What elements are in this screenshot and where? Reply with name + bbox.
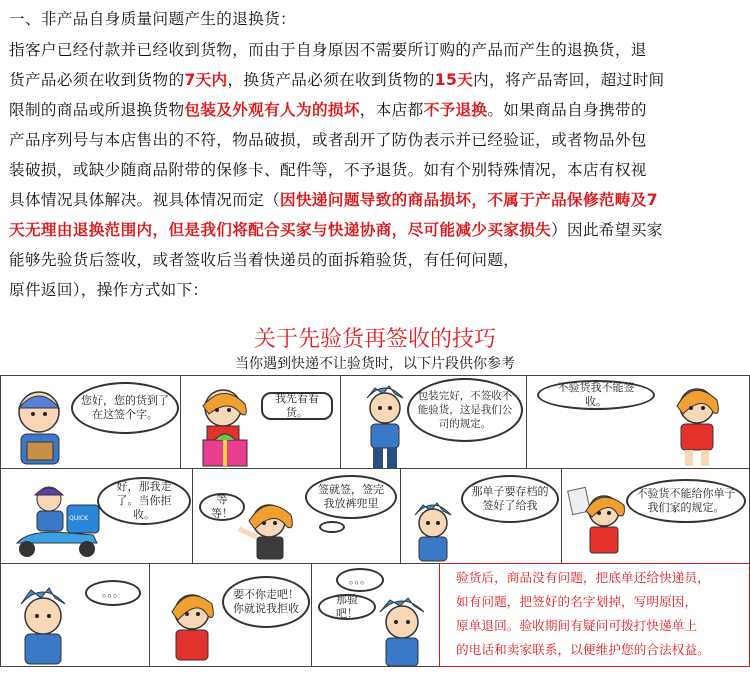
- policy-text: 货产品必须在收到货物的: [9, 71, 185, 89]
- policy-line: [9, 275, 745, 305]
- thought-dot: [319, 521, 345, 533]
- policy-text: 具体情况具体解决。视具体情况而定（: [9, 191, 281, 209]
- speech-bubble: 不验货我不能签收。: [537, 380, 655, 410]
- policy-line: [9, 125, 745, 155]
- speech-bubble: 您好，您的货到了在这签个字。: [71, 382, 179, 434]
- comic-panel-4: [526, 375, 750, 469]
- speech-bubble: 那单子要存档的签好了给我: [461, 475, 559, 523]
- speech-bubble: 。。。: [336, 568, 384, 592]
- policy-line: [9, 35, 745, 65]
- speech-bubble: 。。。: [85, 580, 141, 606]
- speech-bubble: 等等！: [199, 493, 245, 521]
- courier-figure: [407, 499, 461, 563]
- note-line: 原单退回。验收期间有疑问可拨打快递单上: [456, 618, 698, 633]
- courier-scooter: [9, 483, 105, 563]
- comic-panel-1: [0, 375, 181, 469]
- policy-line: [9, 185, 745, 215]
- note-line: 验货后，商品没有问题，把底单还给快递员，: [456, 570, 710, 585]
- courier-figure: [359, 382, 411, 469]
- inspection-note: [456, 566, 710, 662]
- policy-emphasis: 15天: [434, 71, 474, 89]
- tips-subtitle: 当你遇到快递不让验货时，以下片段供你参考: [235, 356, 515, 372]
- policy-emphasis: 因快递问题导致的商品损坏，不属于产品保修范畴及7: [280, 191, 658, 209]
- policy-line: [9, 65, 745, 95]
- policy-line: [9, 95, 745, 125]
- courier-figure: [11, 384, 71, 468]
- buyer-figure: [160, 586, 224, 667]
- policy-text: ）因此希望买家: [551, 221, 663, 239]
- speech-bubble: 签就签，签完我放裤兜里: [305, 475, 397, 519]
- courier-figure: [370, 594, 434, 667]
- policy-text: 指客户已经付款并已经收到货物，而由于自身原因不需要所订购的产品而产生的退换货，退: [9, 41, 647, 59]
- policy-heading: 一、非产品自身质量问题产生的退换货：: [9, 10, 296, 28]
- comic-panel-5: [0, 468, 193, 564]
- comic-panel-10: [149, 563, 312, 667]
- comic-panel-9: [0, 563, 150, 667]
- policy-text: 能够先验货后签收，或者签收后当着快递员的面拆箱验货，有任何问题，: [9, 251, 520, 269]
- speech-bubble: 好，那我走了。当你拒收。: [97, 477, 191, 525]
- policy-text: ，本店都: [359, 101, 424, 119]
- speech-bubble: 包装完好，不签收不能验货，这是我们公司的规定。: [407, 378, 523, 442]
- comic-panel-note: [439, 563, 750, 667]
- comic-panel-8: [561, 468, 750, 564]
- buyer-figure: [227, 499, 313, 561]
- comic-panel-7: [400, 468, 562, 564]
- tips-title: 关于先验货再签收的技巧: [253, 327, 496, 352]
- policy-text: 内，将产品寄回，超过时间: [473, 71, 665, 89]
- comic-panel-2: [180, 375, 341, 469]
- policy-line: [9, 245, 745, 275]
- speech-bubble: 要不你走吧！你就说我拒收: [222, 576, 310, 628]
- courier-logo: QUICK: [69, 515, 89, 522]
- policy-line: [9, 215, 745, 245]
- comic-panel-11: [311, 563, 440, 667]
- policy-emphasis: 天无理由退换范围内，但是我们将配合买家与快递协商，尽可能减少买家损失: [9, 221, 552, 239]
- buyer-with-slip-figure: [566, 481, 628, 563]
- buyer-figure: [663, 382, 733, 468]
- comic-panel-6: [192, 468, 401, 564]
- speech-bubble: 那验吧！: [318, 594, 376, 620]
- note-line: 如有问题，把签好的名字划掉，写明原因，: [456, 594, 698, 609]
- buyer-figure: [189, 384, 263, 469]
- policy-emphasis: 包装及外观有人为的损坏: [184, 101, 360, 119]
- comic-panel-3: [340, 375, 527, 469]
- policy-text: 。如果商品自身携带的: [487, 101, 647, 119]
- comic-strip: [0, 375, 750, 679]
- policy-text: ，换货产品必须在收到货物的: [227, 71, 435, 89]
- policy-text: 限制的商品或所退换货物: [9, 101, 185, 119]
- speech-bubble: 我先看看货。: [261, 392, 333, 420]
- courier-figure: [9, 584, 79, 667]
- note-line: 的电话和卖家联系，以便维护您的合法权益。: [456, 642, 710, 657]
- policy-emphasis: 不予退换: [423, 101, 488, 119]
- policy-text: 原件返回），操作方式如下：: [9, 281, 209, 299]
- policy-text: 装破损，或缺少随商品附带的保修卡、配件等，不予退货。如有个别特殊情况，本店有权视: [9, 161, 647, 179]
- policy-body: [9, 35, 745, 305]
- policy-text: 产品序列号与本店售出的不符，物品破损，或者刮开了防伪表示并已经验证，或者物品外包: [9, 131, 647, 149]
- return-policy: [9, 4, 745, 305]
- speech-bubble: 不验货不能给你单子我们家的规定。: [626, 479, 746, 523]
- policy-emphasis: 7天内: [184, 71, 228, 89]
- policy-line: [9, 155, 745, 185]
